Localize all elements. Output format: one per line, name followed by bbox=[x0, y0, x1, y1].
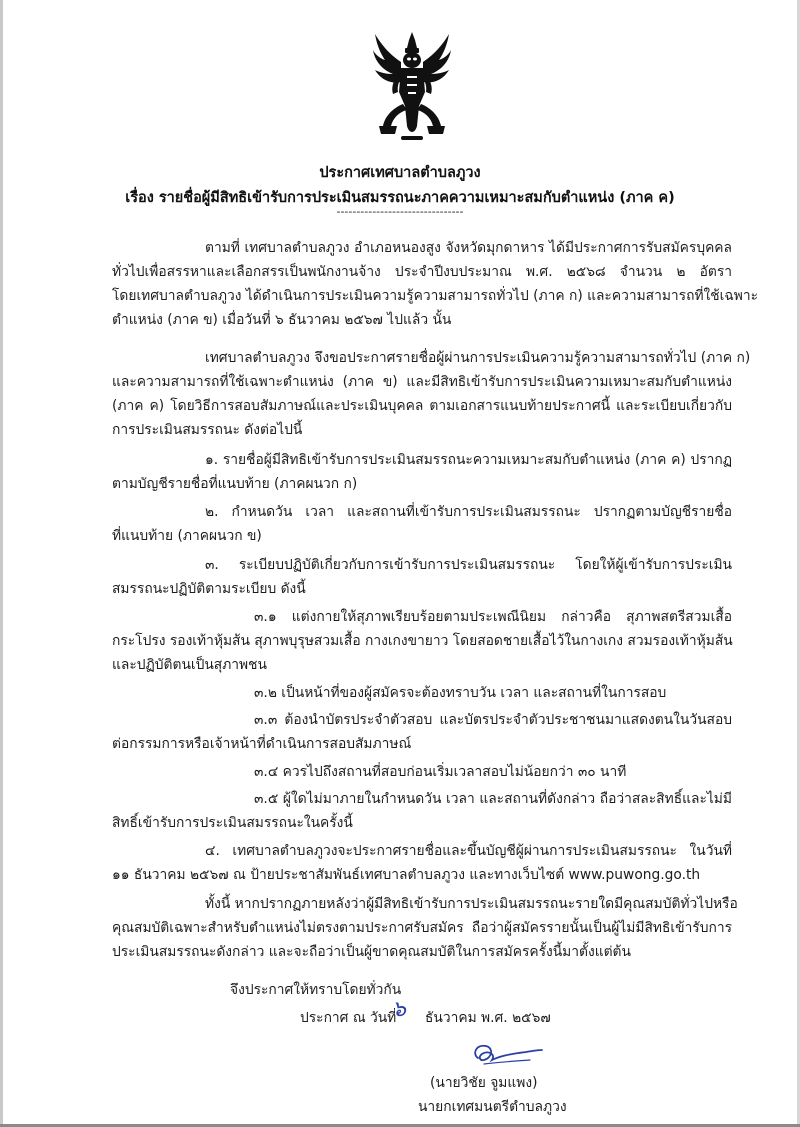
paragraph-line: และความสามารถที่ใช้เฉพาะตำแหน่ง (ภาค ข) และมีสิทธิเข้ารับการประเมินความเหมาะสมกับตำแหน่ง bbox=[112, 374, 732, 390]
paragraph-line: การประเมินสมรรถนะ ดังต่อไปนี้ bbox=[112, 422, 303, 438]
title-separator: -------------------------------- bbox=[336, 205, 464, 218]
document-title: ประกาศเทศบาลตำบลภูวง bbox=[319, 165, 481, 181]
sub-item-line: ๓.๑ แต่งกายให้สุภาพเรียบร้อยตามประเพณีนิยม กล่าวคือ สุภาพสตรีสวมเสื้อ bbox=[254, 609, 732, 625]
note-line: ประเมินสมรรถนะดังกล่าว และจะถือว่าเป็นผู้ขาดคุณสมบัติในการสมัครครั้งนี้มาตั้งแต่ต้น bbox=[112, 944, 631, 960]
signer-position: นายกเทศมนตรีตำบลภูวง bbox=[418, 1099, 567, 1115]
sub-item-line: ๓.๔ ควรไปถึงสถานที่สอบก่อนเริ่มเวลาสอบไม่น้อยกว่า ๓๐ นาที bbox=[254, 764, 627, 780]
sub-item-line: ต่อกรรมการหรือเจ้าหน้าที่ดำเนินการสอบสัมภาษณ์ bbox=[112, 736, 412, 752]
list-item-line: ๓. ระเบียบปฏิบัติเกี่ยวกับการเข้ารับการประเมินสมรรถนะ โดยให้ผู้เข้ารับการประเมิน bbox=[205, 557, 732, 573]
paragraph-line: (ภาค ค) โดยวิธีการสอบสัมภาษณ์และประเมินบุคคล ตามเอกสารแนบท้ายประกาศนี้ และระเบียบเกี่ยวกับ bbox=[112, 398, 732, 414]
garuda-emblem-icon bbox=[371, 30, 453, 148]
document-subject: เรื่อง รายชื่อผู้มีสิทธิเข้ารับการประเมินสมรรถนะภาคความเหมาะสมกับตำแหน่ง (ภาค ค) bbox=[125, 190, 675, 206]
signature-mark bbox=[470, 1040, 546, 1070]
paragraph-line: เทศบาลตำบลภูวง จึงขอประกาศรายชื่อผู้ผ่านการประเมินความรู้ความสามารถทั่วไป (ภาค ก) bbox=[205, 350, 751, 366]
sub-item-line: ๓.๓ ต้องนำบัตรประจำตัวสอบ และบัตรประจำตัวประชาชนมาแสดงตนในวันสอบ bbox=[254, 712, 732, 728]
sub-item-line: ๓.๕ ผู้ใดไม่มาภายในกำหนดวัน เวลา และสถานที่ดังกล่าว ถือว่าสละสิทธิ์และไม่มี bbox=[254, 791, 732, 807]
sub-item-line: และปฏิบัติตนเป็นสุภาพชน bbox=[112, 657, 267, 673]
list-item-line: สมรรถนะปฏิบัติตามระเบียบ ดังนี้ bbox=[112, 581, 306, 597]
paragraph-line: ตำแหน่ง (ภาค ข) เมื่อวันที่ ๖ ธันวาคม ๒๕๖๗ ไปแล้ว นั้น bbox=[112, 312, 452, 328]
date-rest: ธันวาคม พ.ศ. ๒๕๖๗ bbox=[425, 1010, 551, 1026]
paragraph-line: ทั่วไปเพื่อสรรหาและเลือกสรรเป็นพนักงานจ้าง ประจำปีงบประมาณ พ.ศ. ๒๕๖๘ จำนวน ๒ อัตรา bbox=[112, 264, 732, 280]
sub-item-line: สิทธิ์เข้ารับการประเมินสมรรถนะในครั้งนี้ bbox=[112, 815, 353, 831]
list-item-line: ที่แนบท้าย (ภาคผนวก ข) bbox=[112, 528, 262, 544]
paragraph-line: ตามที่ เทศบาลตำบลภูวง อำเภอหนองสูง จังหวัดมุกดาหาร ได้มีประกาศการรับสมัครบุคคล bbox=[205, 240, 732, 256]
signer-name: (นายวิชัย จูมแพง) bbox=[430, 1075, 538, 1091]
paragraph-line: โดยเทศบาลตำบลภูวง ได้ดำเนินการประเมินความรู้ความสามารถทั่วไป (ภาค ก) และความสามารถที่ใช้เฉพาะ bbox=[112, 288, 759, 304]
note-line: ทั้งนี้ หากปรากฏภายหลังว่าผู้มีสิทธิเข้ารับการประเมินสมรรถนะรายใดมีคุณสมบัติทั่วไปหรือ bbox=[205, 896, 738, 912]
list-item-line: ๑๑ ธันวาคม ๒๕๖๗ ณ ป้ายประชาสัมพันธ์เทศบาลตำบลภูวง และทางเว็บไซต์ www.puwong.go.th bbox=[112, 867, 701, 883]
list-item-line: ตามบัญชีรายชื่อที่แนบท้าย (ภาคผนวก ก) bbox=[112, 476, 358, 492]
sub-item-line: กระโปรง รองเท้าหุ้มส้น สุภาพบุรุษสวมเสื้อ กางเกงขายาว โดยสอดชายเสื้อไว้ในกางเกง สวมรองเท้าหุ้มส้น bbox=[112, 633, 733, 649]
date-day-handwritten: ๖ bbox=[392, 997, 406, 1022]
sub-item-line: ๓.๒ เป็นหน้าที่ของผู้สมัครจะต้องทราบวัน เวลา และสถานที่ในการสอบ bbox=[254, 685, 667, 701]
closing-text: จึงประกาศให้ทราบโดยทั่วกัน bbox=[230, 982, 402, 998]
list-item-line: ๒. กำหนดวัน เวลา และสถานที่เข้ารับการประเมินสมรรถนะ ปรากฏตามบัญชีรายชื่อ bbox=[205, 504, 732, 520]
list-item-line: ๔. เทศบาลตำบลภูวงจะประกาศรายชื่อและขึ้นบัญชีผู้ผ่านการประเมินสมรรถนะ ในวันที่ bbox=[205, 843, 732, 859]
date-prefix: ประกาศ ณ วันที่ bbox=[300, 1010, 397, 1026]
note-line: คุณสมบัติเฉพาะสำหรับตำแหน่งไม่ตรงตามประกาศรับสมัคร ถือว่าผู้สมัครรายนั้นเป็นผู้ไม่มีสิทธิเข้ารับการ bbox=[112, 920, 732, 936]
list-item-line: ๑. รายชื่อผู้มีสิทธิเข้ารับการประเมินสมรรถนะความเหมาะสมกับตำแหน่ง (ภาค ค) ปรากฏ bbox=[205, 452, 732, 468]
